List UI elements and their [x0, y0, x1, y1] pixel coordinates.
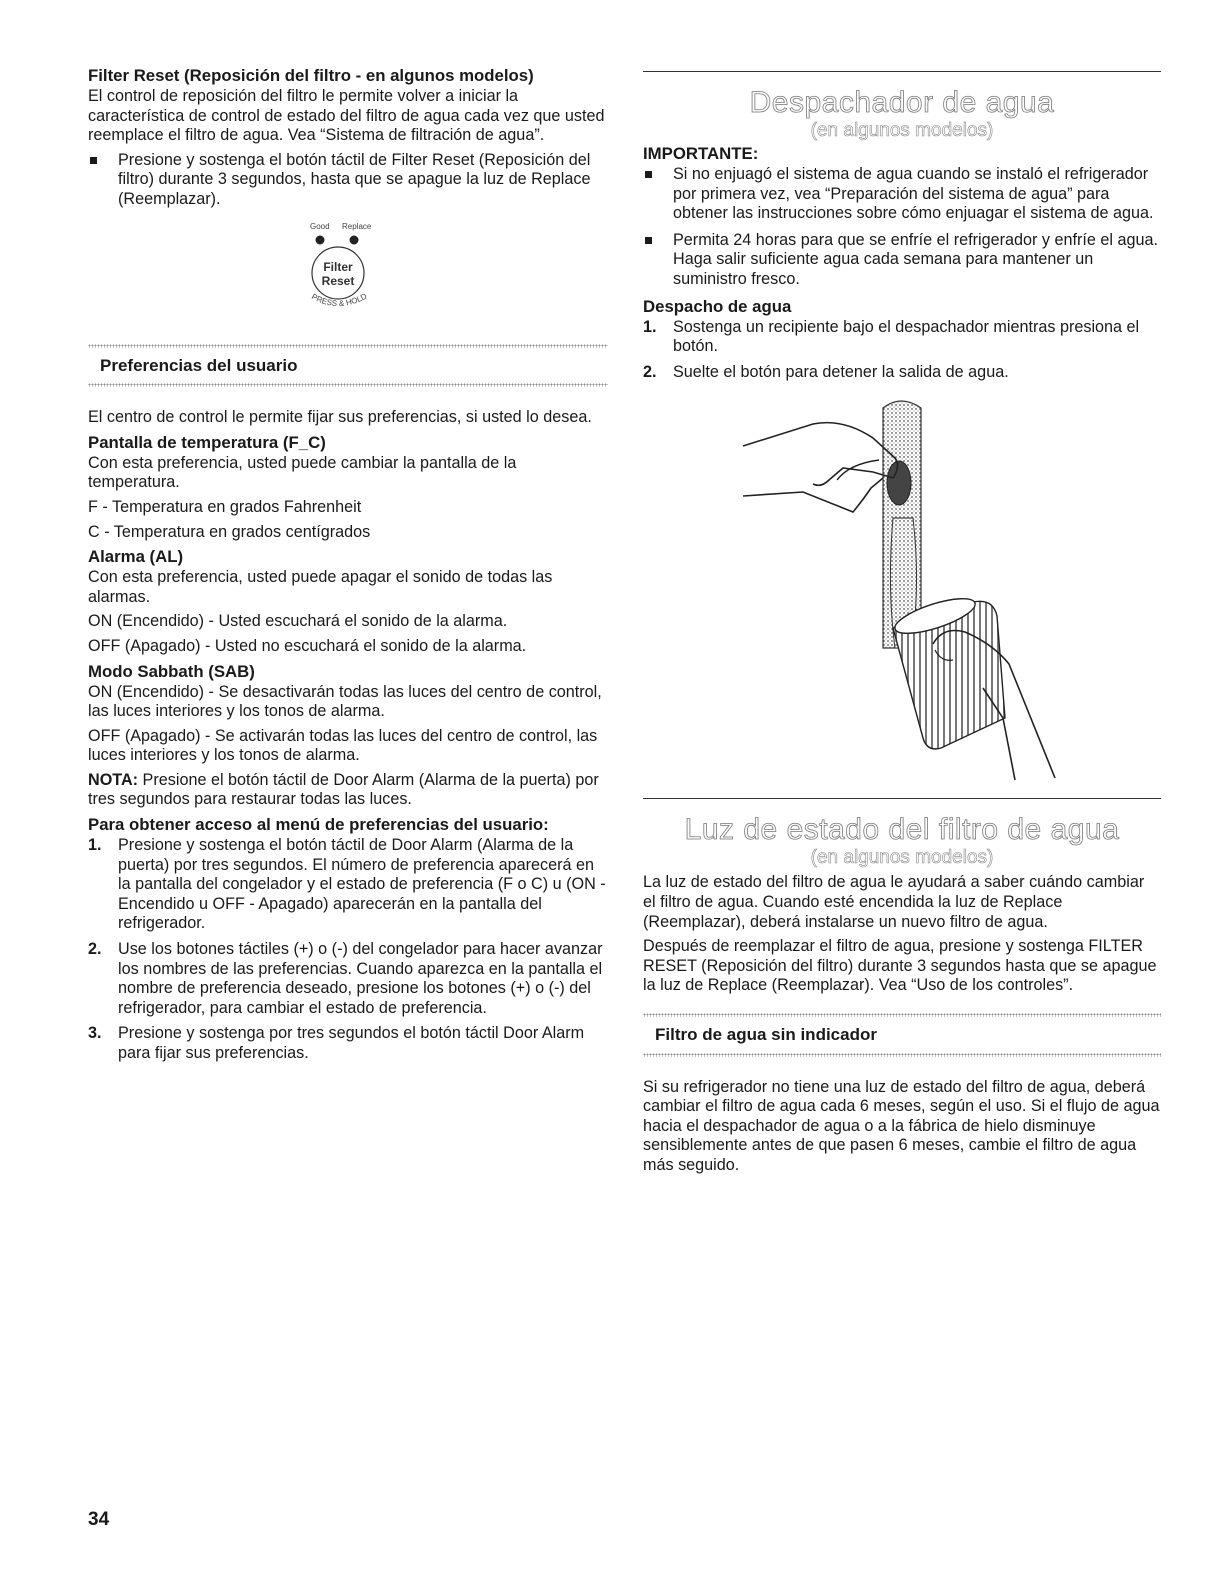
filter-reset-bullet: Presione y sostenga el botón táctil de Filter Reset (Reposición del filtro) durante 3 segundos, hasta que se apague la luz de Replace (Reemplazar). [88, 151, 608, 210]
status-light-p1: La luz de estado del filtro de agua le ayudará a saber cuándo cambiar el filtro de agua. Cuando esté encendida la luz de Replace (Reemplazar), deberá instalarse un nuevo filtro de agua. [643, 873, 1145, 931]
filter-reset-intro: El control de reposición del filtro le permite volver a iniciar la característica de control de estado del filtro de agua cada vez que usted reemplace el filtro de agua. Vea “Sistema de filtración de agua”. [88, 87, 605, 145]
alarm-off: OFF (Apagado) - Usted no escuchará el sonido de la alarma. [88, 636, 527, 655]
step-number: 1. [88, 836, 102, 855]
good-light-icon [316, 235, 325, 244]
access-step [88, 836, 608, 934]
filter-reset-heading: Filter Reset (Reposición del filtro - en algunos modelos) [88, 66, 534, 85]
filter-reset-bullets [88, 151, 608, 210]
no-indicator-heading: Filtro de agua sin indicador [655, 1024, 877, 1044]
access-step [88, 940, 608, 1018]
step-text: Presione y sostenga el botón táctil de Door Alarm (Alarma de la puerta) por tres segundos. El número de preferencia aparecerá en la pantalla del congelador y el estado de preferencia (F o C) u (ON - Encendido u OFF - Apagado) aparecerán en la pantalla del refrigerador. [118, 836, 606, 933]
filter-reset-line1: Filter [323, 259, 353, 274]
important-bullet: Permita 24 horas para que se enfríe el refrigerador y enfríe el agua. Haga salir suficiente agua cada semana para mantener un suministro fresco. [643, 231, 1161, 290]
filter-reset-button-icon [88, 217, 608, 335]
temp-display-f: F - Temperatura en grados Fahrenheit [88, 497, 362, 516]
step-number: 1. [643, 317, 657, 336]
sabbath-note-label: NOTA: [88, 770, 139, 789]
step-text: Presione y sostenga por tres segundos el botón táctil Door Alarm para fijar sus preferencias. [118, 1024, 585, 1062]
alarm-intro: Con esta preferencia, usted puede apagar el sonido de todas las alarmas. [88, 568, 553, 606]
dotted-rule-bottom [88, 383, 608, 387]
right-column [643, 71, 1161, 1180]
temp-display-heading: Pantalla de temperatura (F_C) [88, 432, 326, 452]
left-column [88, 66, 608, 1070]
important-heading: IMPORTANTE: [643, 144, 759, 163]
temp-display-c: C - Temperatura en grados centígrados [88, 522, 371, 541]
step-text: Suelte el botón para detener la salida de agua. [673, 362, 1009, 381]
step-number: 2. [88, 940, 102, 959]
filter-reset-diagram [88, 217, 608, 335]
preferences-section-header [88, 335, 608, 397]
status-light-title: Luz de estado del filtro de agua [684, 813, 1120, 847]
dispensing-step [643, 363, 1161, 383]
sabbath-heading: Modo Sabbath (SAB) [88, 661, 255, 681]
status-light-p2: Después de reemplazar el filtro de agua, presione y sostenga FILTER RESET (Reposición del filtro) durante 3 segundos hasta que se apague la luz de Replace (Reemplazar). Vea “Uso de los controles”. [643, 937, 1157, 995]
dispensing-steps [643, 318, 1161, 383]
water-dispenser-icon [643, 388, 1161, 798]
access-steps [88, 836, 608, 1064]
sabbath-note-text: Presione el botón táctil de Door Alarm (Alarma de la puerta) por tres segundos para restaurar todas las luces. [88, 770, 599, 809]
dispensing-step [643, 318, 1161, 357]
dispenser-title: Despachador de agua [749, 86, 1055, 119]
preferences-heading: Preferencias del usuario [100, 355, 298, 375]
step-text: Sostenga un recipiente bajo el despachador mientras presiona el botón. [673, 317, 1140, 356]
no-indicator-text: Si su refrigerador no tiene una luz de estado del filtro de agua, deberá cambiar el filtro de agua cada 6 meses, según el uso. Si el flujo de agua hacia el despachador de agua o a la fábrica de hielo disminuye sensiblemente antes de que pasen 6 meses, cambie el filtro de agua más seguido. [643, 1077, 1160, 1174]
replace-label: Replace [342, 221, 372, 231]
access-step [88, 1024, 608, 1063]
sabbath-on: ON (Encendido) - Se desactivarán todas las luces del centro de control, las luces interiores y los tonos de alarma. [88, 682, 602, 721]
good-label: Good [310, 221, 330, 231]
sabbath-note [88, 771, 608, 810]
alarm-on: ON (Encendido) - Usted escuchará el sonido de la alarma. [88, 612, 508, 631]
page-number: 34 [88, 1509, 110, 1530]
no-indicator-section-header [643, 1004, 1161, 1066]
temp-display-intro: Con esta preferencia, usted puede cambiar la pantalla de la temperatura. [88, 453, 517, 492]
preferences-intro: El centro de control le permite fijar sus preferencias, si usted lo desea. [88, 408, 592, 427]
replace-light-icon [350, 235, 359, 244]
status-light-subtitle: (en algunos modelos) [810, 847, 994, 869]
filter-reset-line2: Reset [321, 273, 355, 288]
alarm-heading: Alarma (AL) [88, 547, 184, 567]
sabbath-off: OFF (Apagado) - Se activarán todas las luces del centro de control, las luces interiores y los tonos de alarma. [88, 726, 598, 765]
access-heading: Para obtener acceso al menú de preferencias del usuario: [88, 815, 549, 835]
press-hold-label: PRESS & HOLD [310, 291, 369, 308]
dispensing-heading: Despacho de agua [643, 296, 792, 316]
dispenser-illustration [643, 388, 1161, 798]
step-number: 2. [643, 362, 657, 381]
important-bullets [643, 165, 1161, 290]
step-number: 3. [88, 1024, 102, 1043]
dispenser-subtitle: (en algunos modelos) [810, 120, 994, 141]
important-bullet: Si no enjuagó el sistema de agua cuando se instaló el refrigerador por primera vez, vea “Preparación del sistema de agua” para obtener las instrucciones sobre cómo enjuagar el sistema de agua. [643, 165, 1161, 224]
step-text: Use los botones táctiles (+) o (-) del congelador para hacer avanzar los nombres de las preferencias. Cuando aparezca en la pantalla el nombre de preferencia deseado, presione los botones (+) o (-) del refrigerador, para cambiar el estado de preferencia. [118, 940, 603, 1017]
dotted-rule-bottom [643, 1053, 1161, 1057]
